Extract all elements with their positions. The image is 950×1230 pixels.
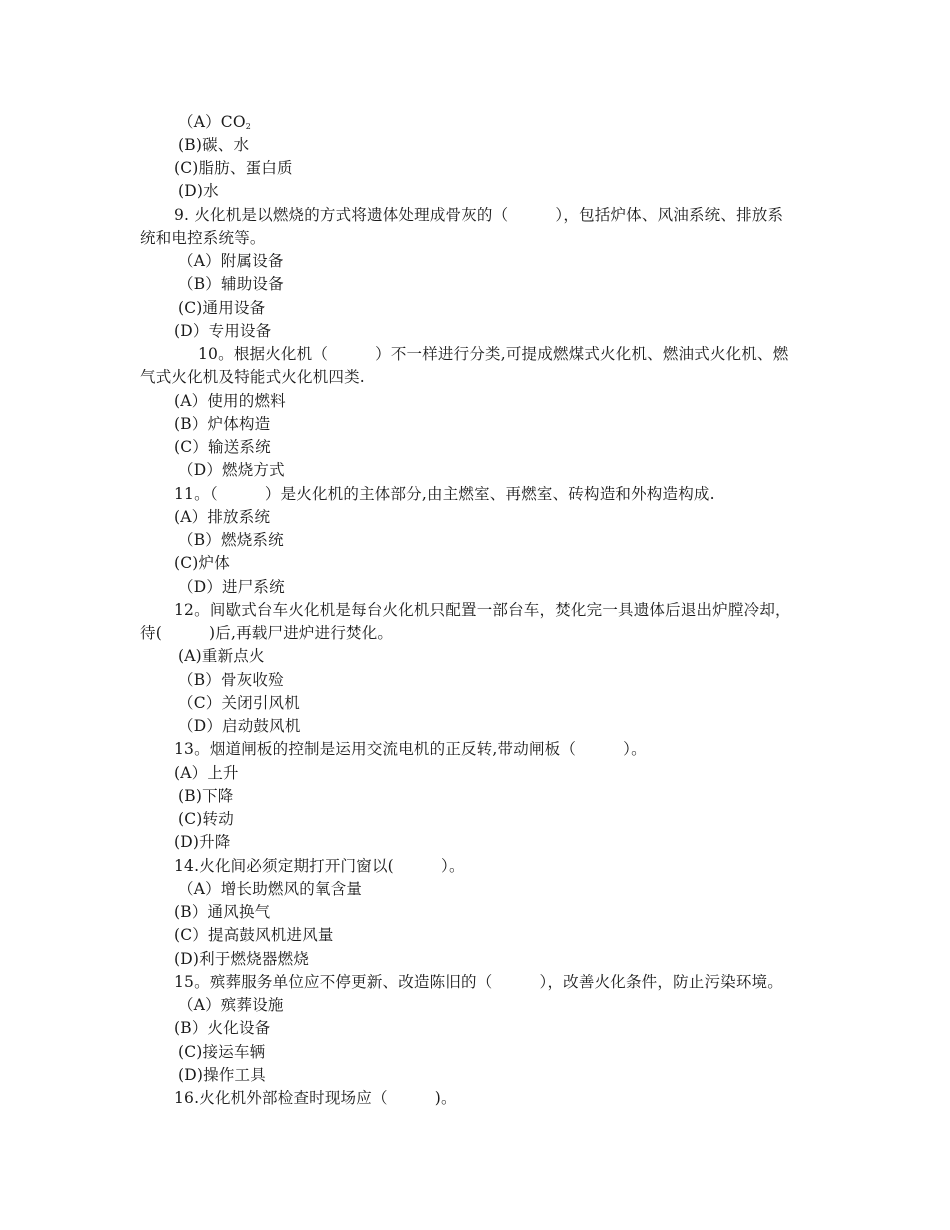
option-line: $(A)CO_2$ xyxy=(178,113,252,131)
question-line: 统和电控系统等。 xyxy=(140,229,266,247)
option-line: (C)转动 xyxy=(178,810,234,828)
question-line: 16.火化机外部检查时现场应（ )。 xyxy=(174,1089,457,1107)
option-line: (A）上升 xyxy=(174,764,239,782)
option-line: （C）关闭引风机 xyxy=(178,694,300,712)
option-line: （A）殡葬设施 xyxy=(178,996,284,1014)
option-line: (C)炉体 xyxy=(174,554,230,572)
option-line: (B)碳、水 xyxy=(178,136,250,154)
question-line: 气式火化机及特能式火化机四类. xyxy=(140,368,365,386)
option-line: (A)重新点火 xyxy=(178,647,265,665)
option-line: （B）骨灰收殓 xyxy=(178,671,284,689)
option-line: (D)水 xyxy=(178,182,219,200)
option-line: (B）炉体构造 xyxy=(174,415,271,433)
question-line: 14.火化间必须定期打开门窗以( ）。 xyxy=(174,857,465,875)
option-line: （B）燃烧系统 xyxy=(178,531,284,549)
option-line: (C）提高鼓风机进风量 xyxy=(174,926,334,944)
option-line: (D)利于燃烧器燃烧 xyxy=(174,950,310,968)
option-line: (C)通用设备 xyxy=(178,299,266,317)
option-line: (D)升降 xyxy=(174,833,231,851)
option-line: （D）燃烧方式 xyxy=(178,461,285,479)
option-line: (B)下降 xyxy=(178,787,234,805)
option-line: （D）启动鼓风机 xyxy=(178,717,301,735)
option-line: (A）排放系统 xyxy=(174,508,271,526)
option-line: (D)操作工具 xyxy=(178,1066,266,1084)
question-line: 12。间歇式台车火化机是每台火化机只配置一部台车，焚化完一具遗体后退出炉膛冷却， xyxy=(174,601,791,619)
option-line: （A）增长助燃风的氧含量 xyxy=(178,880,363,898)
option-line: （A）附属设备 xyxy=(178,252,284,270)
option-line: （B）辅助设备 xyxy=(178,275,284,293)
option-line: (B）通风换气 xyxy=(174,903,271,921)
option-line: (D）专用设备 xyxy=(174,322,272,340)
option-line: (A）使用的燃料 xyxy=(174,392,286,410)
question-line: 15。殡葬服务单位应不停更新、改造陈旧的（ ），改善火化条件，防止污染环境。 xyxy=(174,973,783,991)
option-line: (C)脂肪、蛋白质 xyxy=(174,159,293,177)
option-line: (B）火化设备 xyxy=(174,1019,271,1037)
question-line: 9. 火化机是以燃烧的方式将遗体处理成骨灰的（ ），包括炉体、风油系统、排放系 xyxy=(174,206,784,224)
option-line: （D）进尸系统 xyxy=(178,578,285,596)
option-line: (C)接运车辆 xyxy=(178,1043,266,1061)
question-line: 13。烟道闸板的控制是运用交流电机的正反转,带动闸板（ ）。 xyxy=(174,740,647,758)
question-line: 待( )后,再载尸进炉进行焚化。 xyxy=(140,624,394,642)
question-line: 11。（ ）是火化机的主体部分,由主燃室、再燃室、砖构造和外构造构成. xyxy=(174,485,715,503)
question-line: 10。根据火化机（ ）不一样进行分类,可提成燃煤式火化机、燃油式火化机、燃 xyxy=(198,345,789,363)
option-line: (C）输送系统 xyxy=(174,438,271,456)
